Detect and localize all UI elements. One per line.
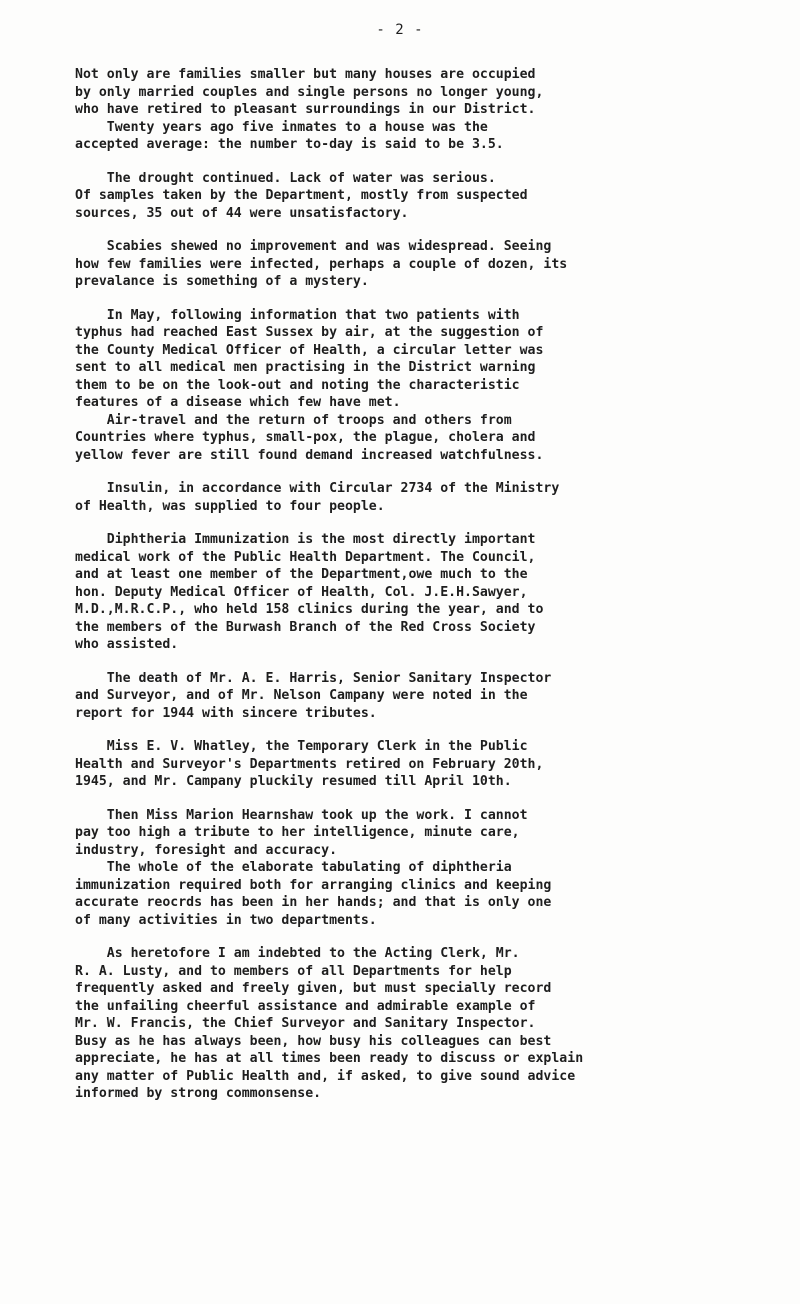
text-line: industry, foresight and accuracy. xyxy=(75,842,338,858)
text-line: the members of the Burwash Branch of the Red Cross Society xyxy=(75,619,536,635)
text-line: Miss E. V. Whatley, the Temporary Clerk in the Public xyxy=(75,739,528,754)
text-line: pay too high a tribute to her intelligence, minute care, xyxy=(75,825,520,840)
text-line: Busy as he has always been, how busy his colleagues can best xyxy=(75,1033,552,1049)
text-line: by only married couples and single persons no longer young, xyxy=(75,84,544,100)
page-number: - 2 - xyxy=(376,22,424,38)
text-line: the unfailing cheerful assistance and admirable example of xyxy=(75,998,536,1014)
text-line: Not only are families smaller but many houses are occupied xyxy=(75,67,536,82)
paragraph-acknowledgements xyxy=(75,945,765,1103)
text-line: Countries where typhus, small-pox, the plague, cholera and xyxy=(75,430,536,445)
text-line: of many activities in two departments. xyxy=(75,912,377,928)
text-line: The drought continued. Lack of water was serious. xyxy=(75,170,496,186)
text-line: them to be on the look-out and noting the characteristic xyxy=(75,377,520,393)
text-line: typhus had reached East Sussex by air, at the suggestion of xyxy=(75,325,544,340)
paragraph-typhus xyxy=(75,307,765,465)
text-line: Air-travel and the return of troops and others from xyxy=(75,412,512,428)
paragraph-deaths xyxy=(75,670,765,723)
text-line: and Surveyor, and of Mr. Nelson Campany were noted in the xyxy=(75,688,528,703)
paragraph-hearnshaw xyxy=(75,807,765,930)
text-line: and at least one member of the Department,owe much to the xyxy=(75,567,528,582)
paragraph-temporary-clerk xyxy=(75,738,765,791)
text-line: R. A. Lusty, and to members of all Departments for help xyxy=(75,963,512,979)
text-line: who assisted. xyxy=(75,637,179,652)
text-line: Diphtheria Immunization is the most directly important xyxy=(75,532,536,547)
text-line: sent to all medical men practising in the District warning xyxy=(75,360,536,375)
paragraph-scabies xyxy=(75,238,765,291)
text-line: accurate reocrds has been in her hands; and that is only one xyxy=(75,895,552,910)
text-line: M.D.,M.R.C.P., who held 158 clinics during the year, and to xyxy=(75,602,544,617)
report-body xyxy=(75,66,765,1119)
text-line: hon. Deputy Medical Officer of Health, Col. J.E.H.Sawyer, xyxy=(75,584,528,600)
text-line: the County Medical Officer of Health, a circular letter was xyxy=(75,342,544,358)
text-line: of Health, was supplied to four people. xyxy=(75,498,385,514)
text-line: frequently asked and freely given, but must specially record xyxy=(75,981,552,996)
text-line: how few families were infected, perhaps a couple of dozen, its xyxy=(75,256,568,272)
text-line: appreciate, he has at all times been ready to discuss or explain xyxy=(75,1051,584,1066)
paragraph-diphtheria xyxy=(75,531,765,654)
text-line: The death of Mr. A. E. Harris, Senior Sanitary Inspector xyxy=(75,670,552,686)
text-line: Then Miss Marion Hearnshaw took up the work. I cannot xyxy=(75,807,528,823)
paragraph-drought xyxy=(75,170,765,223)
text-line: Health and Surveyor's Departments retired on February 20th, xyxy=(75,756,544,772)
text-line: Mr. W. Francis, the Chief Surveyor and Sanitary Inspector. xyxy=(75,1016,536,1031)
paragraph-insulin xyxy=(75,480,765,515)
text-line: As heretofore I am indebted to the Acting Clerk, Mr. xyxy=(75,946,520,961)
paragraph-households xyxy=(75,66,765,154)
text-line: yellow fever are still found demand increased watchfulness. xyxy=(75,447,544,463)
text-line: report for 1944 with sincere tributes. xyxy=(75,705,377,721)
text-line: In May, following information that two patients with xyxy=(75,307,520,323)
text-line: Of samples taken by the Department, mostly from suspected xyxy=(75,188,528,203)
text-line: Scabies shewed no improvement and was widespread. Seeing xyxy=(75,239,552,254)
text-line: immunization required both for arranging clinics and keeping xyxy=(75,877,552,893)
text-line: prevalance is something of a mystery. xyxy=(75,274,369,289)
text-line: informed by strong commonsense. xyxy=(75,1086,322,1101)
text-line: features of a disease which few have met. xyxy=(75,395,401,410)
text-line: medical work of the Public Health Department. The Council, xyxy=(75,549,536,565)
text-line: sources, 35 out of 44 were unsatisfactory. xyxy=(75,205,409,221)
text-line: accepted average: the number to-day is said to be 3.5. xyxy=(75,137,504,152)
text-line: any matter of Public Health and, if asked, to give sound advice xyxy=(75,1068,576,1084)
text-line: Twenty years ago five inmates to a house was the xyxy=(75,119,488,135)
text-line: Insulin, in accordance with Circular 2734 of the Ministry xyxy=(75,481,560,496)
text-line: 1945, and Mr. Campany pluckily resumed till April 10th. xyxy=(75,774,512,789)
text-line: who have retired to pleasant surroundings in our District. xyxy=(75,102,536,117)
text-line: The whole of the elaborate tabulating of diphtheria xyxy=(75,860,512,875)
